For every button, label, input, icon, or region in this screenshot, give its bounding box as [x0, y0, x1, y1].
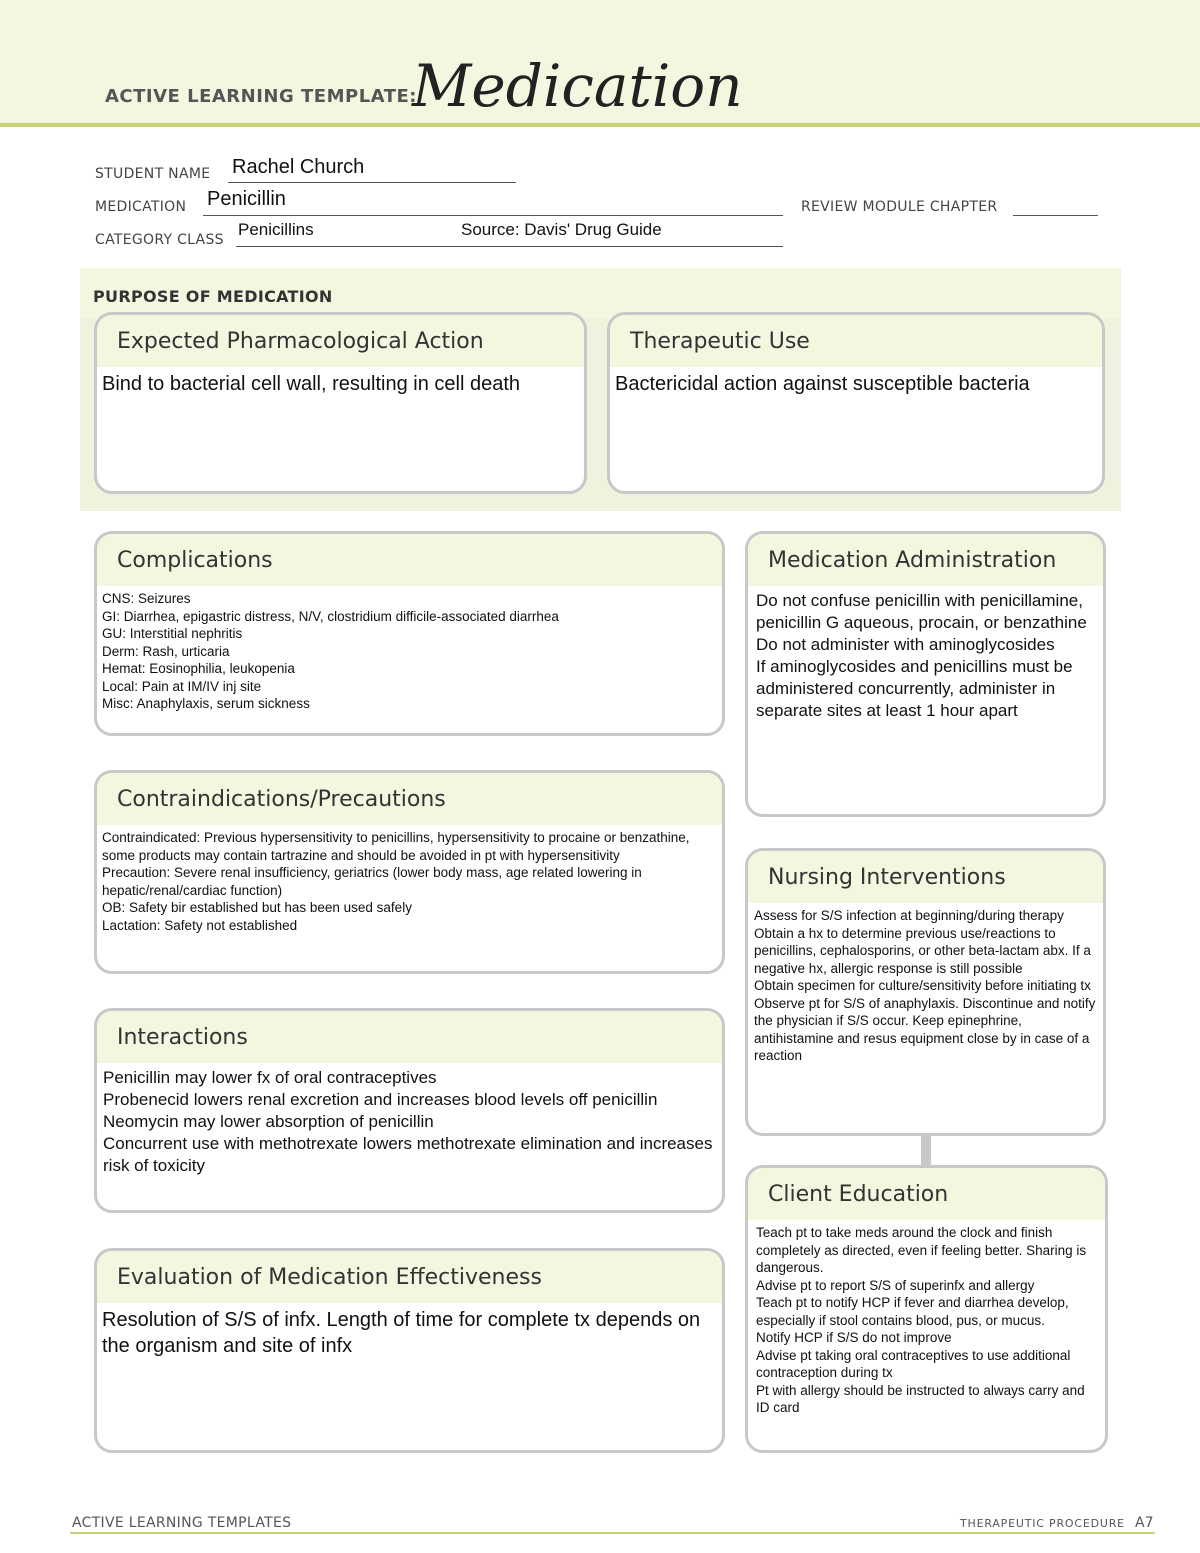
category-class-label: CATEGORY CLASS [95, 232, 224, 248]
therapeutic-use-title: Therapeutic Use [610, 315, 1102, 367]
contraindications-text[interactable]: Contraindicated: Previous hypersensitivity to penicillins, hypersensitivity to procaine or benzathine, some products may contain tartrazine and should be avoided in pt with hypersensitivity Precaution: Severe renal insufficiency, geriatrics (lower body mass, age related lowering in hepatic/renal/cardiac function) OB: Safety bir established but has been used safely Lactation: Safety not established [102, 830, 690, 933]
expected-action-title: Expected Pharmacological Action [97, 315, 584, 367]
client-education-box [745, 1165, 1108, 1453]
category-class-value[interactable]: Penicillins [238, 220, 314, 239]
expected-action-box [94, 312, 587, 494]
therapeutic-use-box [607, 312, 1105, 494]
page-number: A7 [1135, 1515, 1154, 1531]
expected-action-text[interactable]: Bind to bacterial cell wall, resulting in cell death [102, 373, 520, 395]
review-module-label: REVIEW MODULE CHAPTER [801, 199, 998, 215]
purpose-label: PURPOSE OF MEDICATION [93, 287, 333, 306]
box-connector [921, 1133, 931, 1165]
review-module-underline[interactable] [1013, 215, 1098, 216]
client-education-text[interactable]: Teach pt to take meds around the clock and finish completely as directed, even if feeling better. Sharing is dangerous. Advise pt to report S/S of superinfx and allergy Teach pt to notify HCP if fever and diarrhea develop, especially if stool contains blood, pus, or mucus. Notify HCP if S/S do not improve Advise pt taking oral contraceptives to use additional contraception during tx Pt with allergy should be instructed to always carry and ID card [756, 1225, 1087, 1415]
evaluation-title: Evaluation of Medication Effectiveness [97, 1251, 722, 1303]
contraindications-box [94, 770, 725, 974]
student-name-underline [228, 182, 516, 183]
medication-value[interactable]: Penicillin [207, 188, 286, 210]
category-class-underline [236, 246, 783, 247]
source-value[interactable]: Source: Davis' Drug Guide [461, 220, 662, 239]
contraindications-title: Contraindications/Precautions [97, 773, 722, 825]
footer-left: ACTIVE LEARNING TEMPLATES [72, 1515, 292, 1531]
complications-box [94, 531, 725, 736]
footer-divider [70, 1532, 1155, 1534]
nursing-interventions-box [745, 848, 1106, 1136]
student-name-value[interactable]: Rachel Church [232, 156, 365, 178]
medication-administration-text[interactable]: Do not confuse penicillin with penicillamine, penicillin G aqueous, procain, or benzathine Do not administer with aminoglycosides If aminoglycosides and penicillins must be administered concurrently, administer in separate sites at least 1 hour apart [756, 591, 1087, 720]
medication-administration-title: Medication Administration [748, 534, 1103, 586]
medication-underline [203, 215, 783, 216]
header-divider [0, 123, 1200, 127]
client-education-title: Client Education [748, 1168, 1105, 1220]
evaluation-box [94, 1248, 725, 1453]
complications-text[interactable]: CNS: Seizures GI: Diarrhea, epigastric distress, N/V, clostridium difficile-associated diarrhea GU: Interstitial nephritis Derm: Rash, urticaria Hemat: Eosinophilia, leukopenia Local: Pain at IM/IV inj site Misc: Anaphylaxis, serum sickness [102, 591, 559, 711]
nursing-interventions-text[interactable]: Assess for S/S infection at beginning/during therapy Obtain a hx to determine previous use/reactions to penicillins, cephalosporins, or other beta-lactam abx. If a negative hx, allergic response is still possible Obtain specimen for culture/sensitivity before initiating tx Observe pt for S/S of anaphylaxis. Discontinue and notify the physician if S/S occur. Keep epinephrine, antihistamine and resus equipment close by in case of a reaction [754, 908, 1096, 1063]
page-title: Medication [412, 52, 743, 120]
footer-right: THERAPEUTIC PROCEDURE [960, 1517, 1125, 1530]
medication-administration-box [745, 531, 1106, 817]
complications-title: Complications [97, 534, 722, 586]
therapeutic-use-text[interactable]: Bactericidal action against susceptible bacteria [615, 373, 1030, 395]
evaluation-text[interactable]: Resolution of S/S of infx. Length of time for complete tx depends on the organism and site of infx [102, 1309, 701, 1357]
nursing-interventions-title: Nursing Interventions [748, 851, 1103, 903]
student-name-label: STUDENT NAME [95, 166, 211, 182]
interactions-text[interactable]: Penicillin may lower fx of oral contraceptives Probenecid lowers renal excretion and increases blood levels off penicillin Neomycin may lower absorption of penicillin Concurrent use with methotrexate lowers methotrexate elimination and increases risk of toxicity [103, 1068, 713, 1175]
template-label: ACTIVE LEARNING TEMPLATE: [105, 86, 417, 107]
interactions-title: Interactions [97, 1011, 722, 1063]
interactions-box [94, 1008, 725, 1213]
medication-label: MEDICATION [95, 199, 187, 215]
